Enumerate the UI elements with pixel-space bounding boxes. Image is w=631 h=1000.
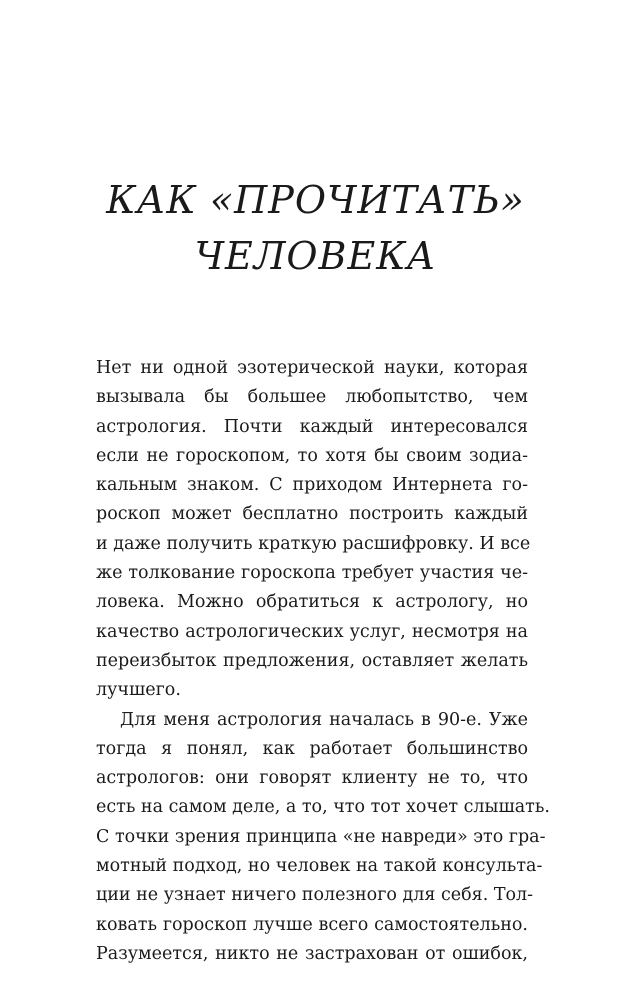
text-line: качество астрологических услуг, несмотря на xyxy=(96,621,528,642)
text-line: тогда я понял, как работает большинство xyxy=(96,738,528,759)
chapter-title xyxy=(0,172,631,284)
text-line: переизбыток предложения, оставляет желать xyxy=(96,650,528,671)
text-line: ковать гороскоп лучше всего самостоятельно. xyxy=(96,914,528,935)
text-line: Нет ни одной эзотерической науки, которая xyxy=(96,358,528,378)
body-text xyxy=(96,354,550,969)
text-line: же толкование гороскопа требует участия че- xyxy=(96,563,528,584)
text-line: астрологов: они говорят клиенту не то, что xyxy=(96,768,528,789)
paragraph-2 xyxy=(96,706,550,970)
text-line: С точки зрения принципа «не навреди» это гра- xyxy=(96,826,546,847)
text-line: и даже получить краткую расшифровку. И все xyxy=(96,533,531,554)
text-line: ции не узнает ничего полезного для себя. Тол- xyxy=(96,885,534,906)
text-line: если не гороскопом, то хотя бы своим зодиа- xyxy=(96,445,528,466)
text-line: Разумеется, никто не застрахован от ошибок, xyxy=(96,943,528,964)
text-line: мотный подход, но человек на такой консульта- xyxy=(96,856,543,877)
text-line: лучшего. xyxy=(96,680,181,701)
text-line: есть на самом деле, а то, что тот хочет слышать. xyxy=(96,797,550,818)
text-line: кальным знаком. С приходом Интернета го- xyxy=(96,475,528,496)
text-line: ловека. Можно обратиться к астрологу, но xyxy=(96,592,528,613)
chapter-title-line-1: КАК «ПРОЧИТАТЬ» xyxy=(106,178,525,222)
paragraph-1 xyxy=(96,354,531,706)
text-line: роскоп может бесплатно построить каждый xyxy=(96,504,528,525)
text-line: Для меня астрология началась в 90-е. Уже xyxy=(120,709,528,730)
chapter-title-line-2: ЧЕЛОВЕКА xyxy=(194,234,437,278)
text-line: вызывала бы большее любопытство, чем xyxy=(96,387,528,408)
text-line: астрология. Почти каждый интересовался xyxy=(96,416,528,437)
